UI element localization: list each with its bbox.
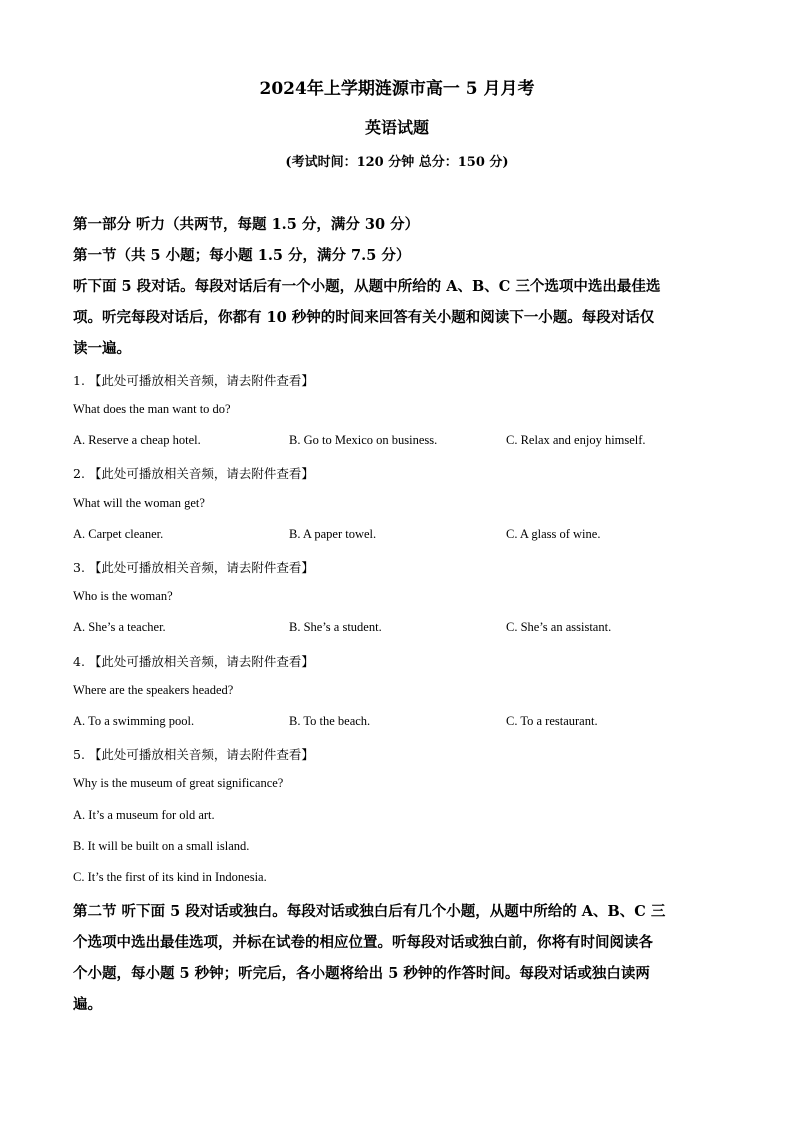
question-4-option-a[interactable]: A. To a swimming pool. [73, 714, 195, 728]
question-number: 4. [73, 654, 85, 669]
question-5-option-b[interactable]: B. It will be built on a small island. [73, 839, 250, 853]
question-1-option-b[interactable]: B. Go to Mexico on business. [289, 433, 438, 447]
question-3-option-b[interactable]: B. She’s a student. [289, 620, 382, 634]
question-2-option-a[interactable]: A. Carpet cleaner. [73, 527, 164, 541]
instructions-line-2: 项。听完每段对话后，你都有 10 秒钟的时间来回答有关小题和阅读下一小题。每段对话仅 [73, 309, 655, 326]
question-1-prompt: What does the man want to do? [73, 402, 231, 416]
section1-heading: 第一节（共 5 小题；每小题 1.5 分，满分 7.5 分） [73, 247, 411, 264]
section2-line-1: 第二节 听下面 5 段对话或独白。每段对话或独白后有几个小题，从题中所给的 A、B、C 三 [73, 903, 666, 920]
section2-line-4: 遍。 [73, 996, 102, 1013]
question-2-prompt: What will the woman get? [73, 496, 205, 510]
question-5-option-a[interactable]: A. It’s a museum for old art. [73, 808, 215, 822]
question-5-audio[interactable] [73, 745, 314, 763]
question-2-audio[interactable] [73, 464, 314, 482]
audio-link[interactable]: 【此处可播放相关音频，请去附件查看】 [88, 654, 314, 669]
question-2-option-c[interactable]: C. A glass of wine. [506, 527, 601, 541]
instructions-line-3: 读一遍。 [73, 340, 131, 357]
instructions-line-1: 听下面 5 段对话。每段对话后有一个小题，从题中所给的 A、B、C 三个选项中选出最佳选 [73, 278, 661, 295]
question-5-prompt: Why is the museum of great significance? [73, 776, 284, 790]
question-4-option-c[interactable]: C. To a restaurant. [506, 714, 598, 728]
audio-link[interactable]: 【此处可播放相关音频，请去附件查看】 [88, 747, 314, 762]
section2-line-2: 个选项中选出最佳选项，并标在试卷的相应位置。听每段对话或独白前，你将有时间阅读各 [73, 934, 653, 951]
section2-line-3: 个小题，每小题 5 秒钟；听完后，各小题将给出 5 秒钟的作答时间。每段对话或独白读两 [73, 965, 650, 982]
question-4-audio[interactable] [73, 652, 314, 670]
question-number: 3. [73, 560, 85, 575]
question-1-option-a[interactable]: A. Reserve a cheap hotel. [73, 433, 201, 447]
question-number: 2. [73, 466, 85, 481]
audio-link[interactable]: 【此处可播放相关音频，请去附件查看】 [88, 373, 314, 388]
part1-heading: 第一部分 听力（共两节，每题 1.5 分，满分 30 分） [73, 216, 420, 233]
subject-title: 英语试题 [364, 118, 429, 137]
audio-link[interactable]: 【此处可播放相关音频，请去附件查看】 [88, 466, 314, 481]
audio-link[interactable]: 【此处可播放相关音频，请去附件查看】 [88, 560, 314, 575]
question-5-option-c[interactable]: C. It’s the first of its kind in Indonesia. [73, 870, 267, 884]
exam-meta: (考试时间：120 分钟 总分：150 分) [285, 155, 509, 170]
question-1-option-c[interactable]: C. Relax and enjoy himself. [506, 433, 646, 447]
question-3-option-a[interactable]: A. She’s a teacher. [73, 620, 166, 634]
question-number: 1. [73, 373, 85, 388]
question-1-audio[interactable] [73, 371, 314, 389]
question-number: 5. [73, 747, 85, 762]
question-3-prompt: Who is the woman? [73, 589, 173, 603]
question-4-prompt: Where are the speakers headed? [73, 683, 234, 697]
question-3-audio[interactable] [73, 558, 314, 576]
exam-title: 2024年上学期涟源市高一 5 月月考 [259, 79, 535, 99]
question-2-option-b[interactable]: B. A paper towel. [289, 527, 377, 541]
question-4-option-b[interactable]: B. To the beach. [289, 714, 371, 728]
question-3-option-c[interactable]: C. She’s an assistant. [506, 620, 612, 634]
